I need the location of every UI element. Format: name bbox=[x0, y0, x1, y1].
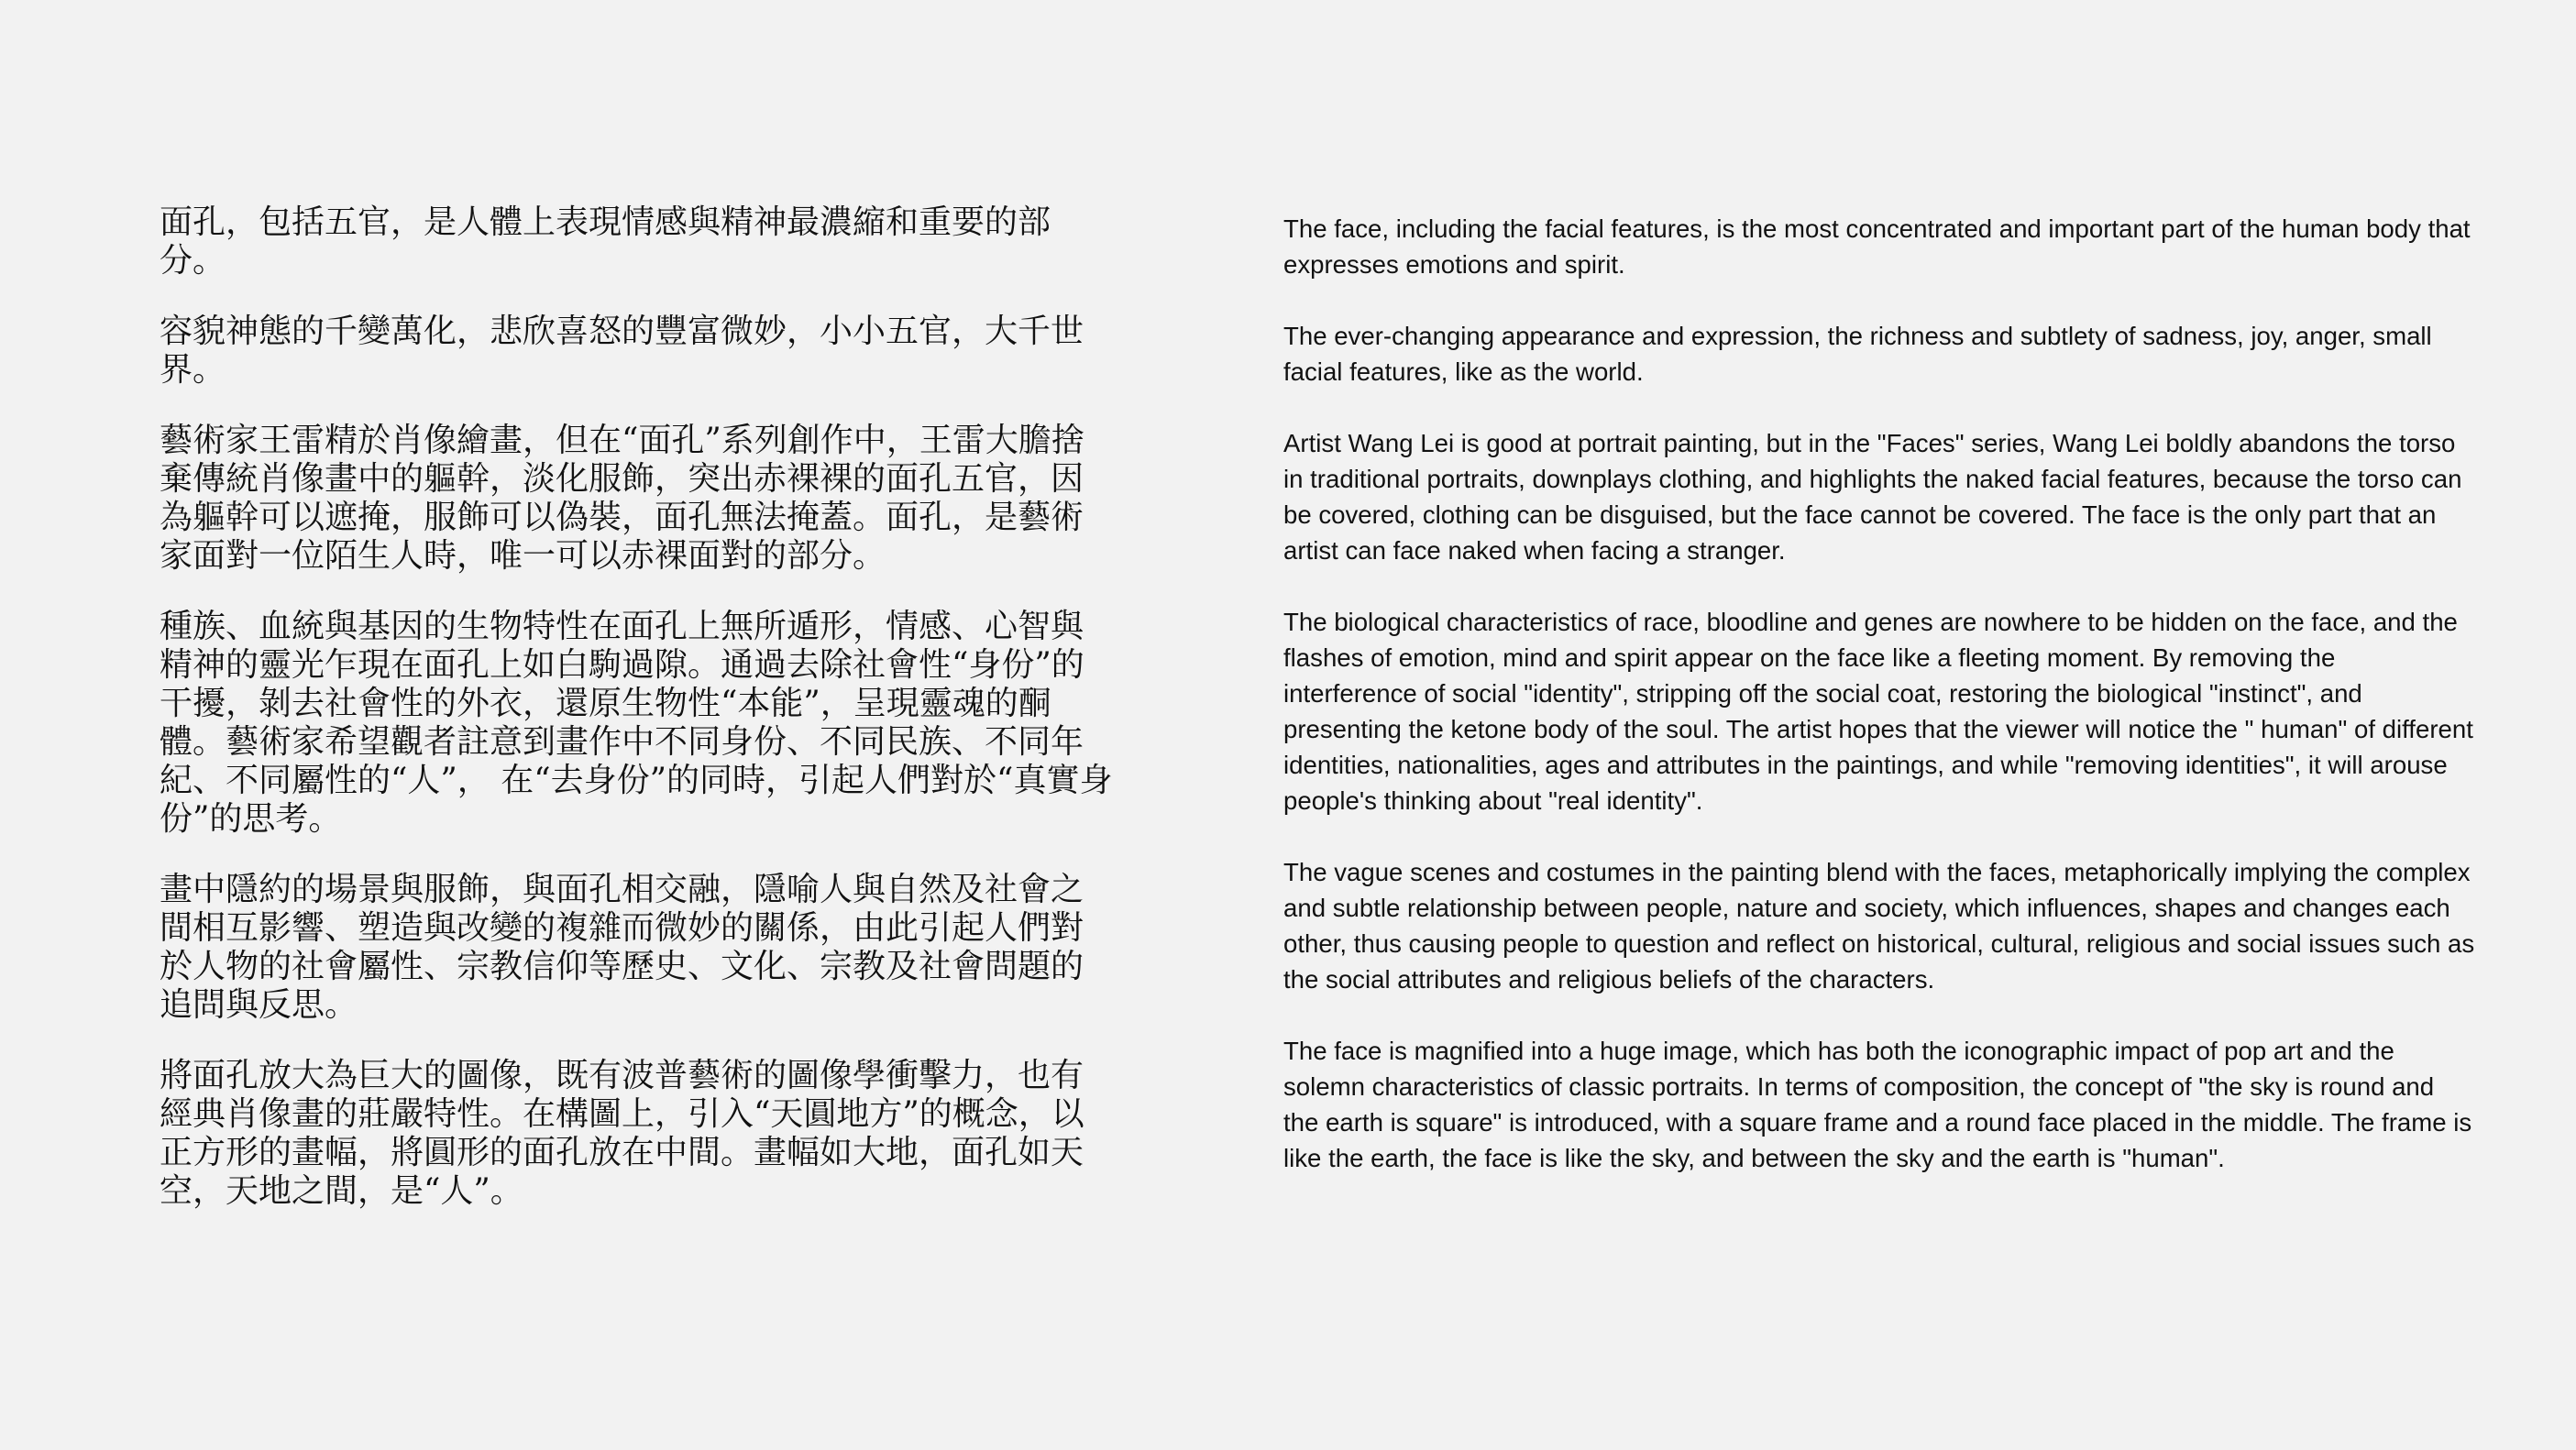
chinese-paragraph: 容貌神態的千變萬化，悲欣喜怒的豐富微妙，小小五官，大千世界。 bbox=[160, 313, 1084, 389]
chinese-paragraph: 種族、血統與基因的生物特性在面孔上無所遁形，情感、心智與精神的靈光乍現在面孔上如白駒過隙。通過去除社會性“身份”的干擾，剝去社會性的外衣，還原生物性“本能”，呈現靈魂的酮體。藝術家希望觀者註意到畫作中不同身份、不同民族、不同年紀、不同屬性的“人”， 在“去身份”的同時，引起人們對於“真實身份”的思考。 bbox=[160, 608, 1113, 838]
english-paragraph: The ever-changing appearance and expression, the richness and subtlety of sadness, joy, anger, small facial features, like as the world. bbox=[1283, 322, 2432, 386]
chinese-paragraph: 將面孔放大為巨大的圖像，既有波普藝術的圖像學衝擊力，也有經典肖像畫的莊嚴特性。在構圖上，引入“天圓地方”的概念，以正方形的畫幅，將圓形的面孔放在中間。畫幅如大地，面孔如天空，天地之間，是“人”。 bbox=[160, 1057, 1084, 1210]
english-paragraph: The face, including the facial features, is the most concentrated and important part of the human body that expresses emotions and spirit. bbox=[1283, 214, 2471, 279]
english-paragraph: The face is magnified into a huge image, which has both the iconographic impact of pop art and the solemn characteristics of classic portraits. In terms of composition, the concept of "the sky is round and the earth is square" is introduced, with a square frame and a round face placed in the middle. The frame is like the earth, the face is like the sky, and between the sky and the earth is "human". bbox=[1283, 1037, 2472, 1172]
english-paragraph: Artist Wang Lei is good at portrait painting, but in the "Faces" series, Wang Lei boldly abandons the torso in traditional portraits, downplays clothing, and highlights the naked facial features, because the torso can be covered, clothing can be disguised, but the face cannot be covered. The face is the only part that an artist can face naked when facing a stranger. bbox=[1283, 429, 2462, 565]
chinese-paragraph: 畫中隱約的場景與服飾，與面孔相交融，隱喻人與自然及社會之間相互影響、塑造與改變的複雜而微妙的關係，由此引起人們對於人物的社會屬性、宗教信仰等歷史、文化、宗教及社會問題的追問與反思。 bbox=[160, 871, 1084, 1024]
chinese-paragraph: 藝術家王雷精於肖像繪畫，但在“面孔”系列創作中，王雷大膽捨棄傳統肖像畫中的軀幹，淡化服飾，突出赤裸裸的面孔五官，因為軀幹可以遮掩，服飾可以偽裝，面孔無法掩蓋。面孔，是藝術家面對一位陌生人時，唯一可以赤裸面對的部分。 bbox=[160, 422, 1084, 575]
english-paragraph: The vague scenes and costumes in the painting blend with the faces, metaphorically implying the complex and subtle relationship between people, nature and society, which influences, shapes and changes each other, thus causing people to question and reflect on historical, cultural, religious and social issues such as the social attributes and religious beliefs of the characters. bbox=[1283, 858, 2475, 994]
chinese-paragraph: 面孔，包括五官，是人體上表現情感與精神最濃縮和重要的部分。 bbox=[160, 203, 1051, 280]
english-text-column bbox=[1283, 211, 2475, 1212]
english-paragraph: The biological characteristics of race, bloodline and genes are nowhere to be hidden on the face, and the flashes of emotion, mind and spirit appear on the face like a fleeting moment. By removing the interference of social "identity", stripping off the social coat, restoring the biological "instinct", and presenting the ketone body of the soul. The artist hopes that the viewer will notice the " human" of different identities, nationalities, ages and attributes in the paintings, and while "removing identities", it will arouse people's thinking about "real identity". bbox=[1283, 608, 2473, 815]
chinese-text-column bbox=[160, 203, 1113, 1243]
